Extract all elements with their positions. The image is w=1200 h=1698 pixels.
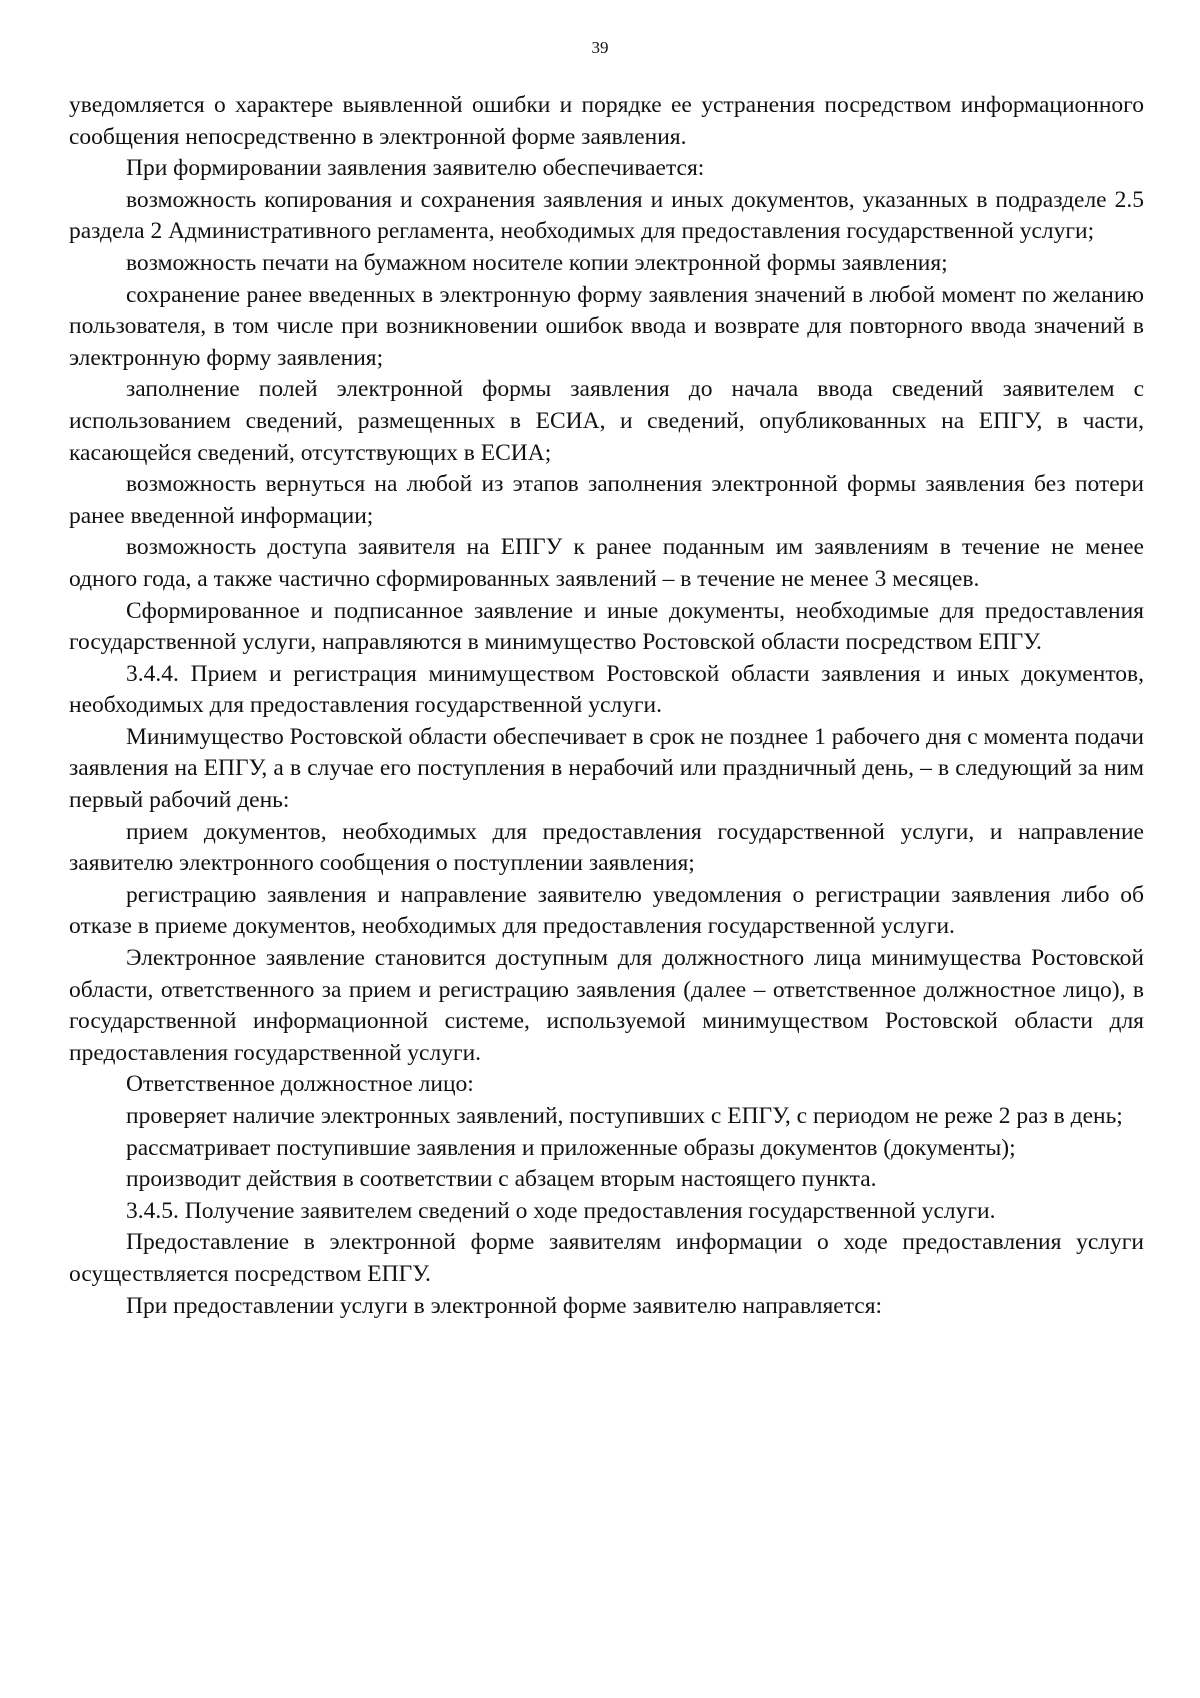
paragraph: уведомляется о характере выявленной ошибки и порядке ее устранения посредством информационного сообщения непосредственно в электронной форме заявления. xyxy=(69,92,1144,150)
paragraph: При формировании заявления заявителю обеспечивается: xyxy=(126,155,705,182)
paragraph: При предоставлении услуги в электронной форме заявителю направляется: xyxy=(126,1292,883,1319)
paragraph: Электронное заявление становится доступным для должностного лица минимущества Ростовской области, ответственного за прием и регистрацию заявления (далее – ответственное должностное лицо), в государственной информационной системе, используемой минимуществом Ростовской области для предоставления государственной услуги. xyxy=(69,945,1144,1066)
paragraph: возможность вернуться на любой из этапов заполнения электронной формы заявления без потери ранее введенной информации; xyxy=(69,471,1144,529)
paragraph: проверяет наличие электронных заявлений, поступивших с ЕПГУ, с периодом не реже 2 раз в день; xyxy=(126,1103,1123,1129)
paragraph: возможность печати на бумажном носителе копии электронной формы заявления; xyxy=(126,249,948,276)
paragraph: Предоставление в электронной форме заявителям информации о ходе предоставления услуги осуществляется посредством ЕПГУ. xyxy=(69,1229,1144,1287)
paragraph: производит действия в соответствии с абзацем вторым настоящего пункта. xyxy=(126,1166,877,1193)
paragraph: возможность копирования и сохранения заявления и иных документов, указанных в подразделе 2.5 раздела 2 Административного регламента, необходимых для предоставления государственной услуги; xyxy=(69,186,1144,245)
paragraph: прием документов, необходимых для предоставления государственной услуги, и направление заявителю электронного сообщения о поступлении заявления; xyxy=(69,818,1144,877)
paragraph: возможность доступа заявителя на ЕПГУ к ранее поданным им заявлениям в течение не менее одного года, а также частично сформированных заявлений – в течение не менее 3 месяцев. xyxy=(69,534,1144,592)
paragraph: заполнение полей электронной формы заявления до начала ввода сведений заявителем с использованием сведений, размещенных в ЕСИА, и сведений, опубликованных на ЕПГУ, в части, касающейся сведений, отсутствующих в ЕСИА; xyxy=(69,376,1144,466)
paragraph: рассматривает поступившие заявления и приложенные образы документов (документы); xyxy=(126,1134,1016,1161)
section-heading: 3.4.5. Получение заявителем сведений о ходе предоставления государственной услуги. xyxy=(126,1197,996,1224)
paragraph: Ответственное должностное лицо: xyxy=(126,1071,474,1098)
paragraph: регистрацию заявления и направление заявителю уведомления о регистрации заявления либо об отказе в приеме документов, необходимых для предоставления государственной услуги. xyxy=(69,881,1144,940)
paragraph: Сформированное и подписанное заявление и иные документы, необходимые для предоставления государственной услуги, направляются в минимущество Ростовской области посредством ЕПГУ. xyxy=(69,597,1144,656)
paragraph: Минимущество Ростовской области обеспечивает в срок не позднее 1 рабочего дня с момента подачи заявления на ЕПГУ, а в случае его поступления в нерабочий или праздничный день, – в следующий за ним первый рабочий день: xyxy=(69,723,1144,814)
document-body xyxy=(69,90,1144,1322)
paragraph: сохранение ранее введенных в электронную форму заявления значений в любой момент по желанию пользователя, в том числе при возникновении ошибок ввода и возврате для повторного ввода значений в электронную форму заявления; xyxy=(69,281,1144,371)
section-heading: 3.4.4. Прием и регистрация минимуществом Ростовской области заявления и иных документов, необходимых для предоставления государственной услуги. xyxy=(69,660,1144,719)
page-number: 39 xyxy=(591,38,609,57)
